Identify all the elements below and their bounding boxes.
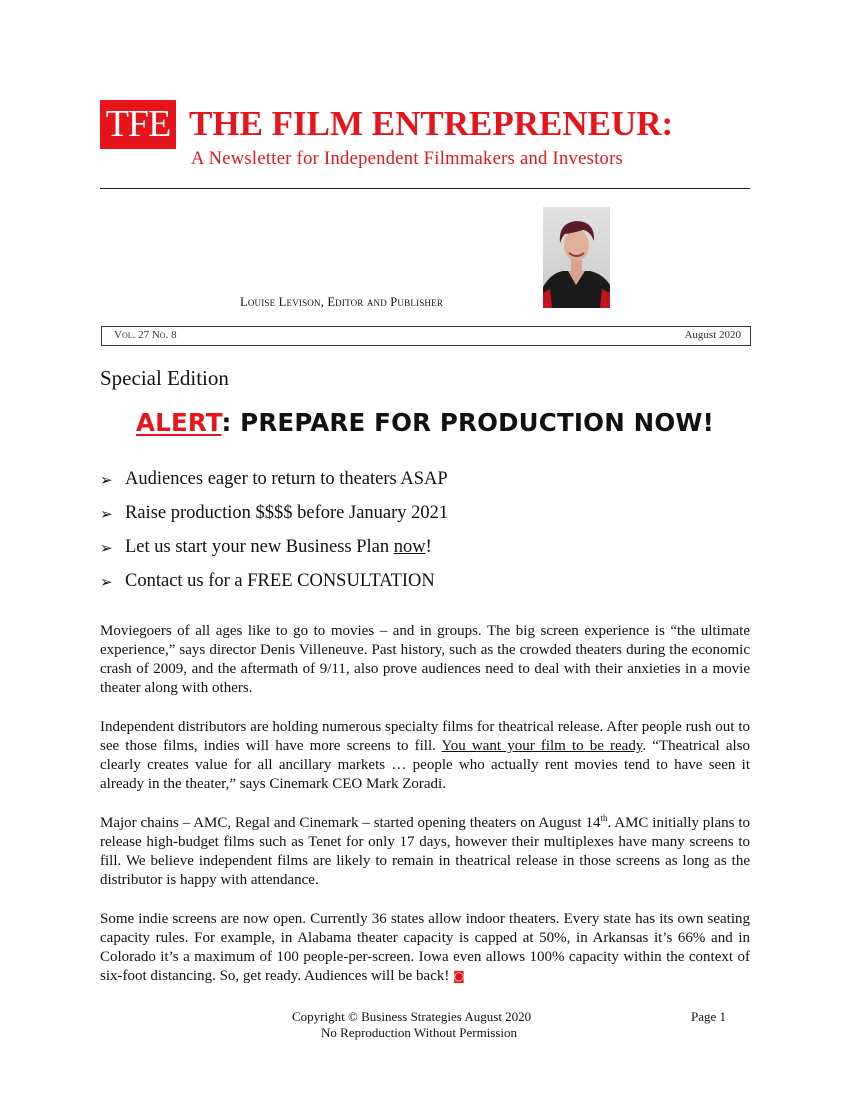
editor-photo	[543, 207, 610, 308]
header-divider	[100, 188, 750, 189]
volume-number: Vol. 27 No. 8	[114, 329, 177, 341]
arrow-bullet-icon: ➢	[100, 573, 113, 591]
bullet-emphasis: now	[393, 537, 426, 557]
body-paragraph	[100, 814, 750, 890]
newsletter-subtitle: A Newsletter for Independent Filmmakers and Investors	[191, 149, 624, 169]
special-edition-heading: Special Edition	[100, 366, 229, 390]
bullet-text: Raise production $$$$ before January 2021	[125, 503, 449, 523]
body-paragraph: Moviegoers of all ages like to go to movies – and in groups. The big screen experience is “the ultimate experience,” says director Denis Villeneuve. Past history, such as the crowded theaters during the economic crash of 2009, and the aftermath of 9/11, also prove audiences need to deal with their anxieties in a movie theater along with others.	[100, 623, 750, 696]
paragraph-emphasis: You want your film to be ready	[441, 738, 643, 754]
copyright-notice: Copyright © Business Strategies August 2020	[292, 1009, 532, 1024]
alert-text: : PREPARE FOR PRODUCTION NOW!	[221, 408, 714, 437]
bullet-text: Let us start your new Business Plan	[125, 537, 394, 557]
body-paragraph	[100, 718, 750, 794]
body-paragraph	[100, 910, 750, 986]
list-item	[100, 571, 448, 605]
bullet-text: Contact us for a FREE CONSULTATION	[125, 571, 435, 591]
paragraph-text: Major chains – AMC, Regal and Cinemark – started opening theaters on August 14	[100, 815, 601, 831]
reproduction-notice: No Reproduction Without Permission	[321, 1025, 518, 1040]
bullet-text-end: !	[425, 537, 432, 557]
paragraph-text: . “Theatrical also clearly creates value for all ancillary markets … people who actually rent movies tend to have seen it already in the theater,” says Cinemark CEO Mark Zoradi.	[100, 738, 750, 792]
arrow-bullet-icon: ➢	[100, 471, 113, 489]
superscript: th	[600, 813, 608, 823]
editor-line: Louise Levison, Editor and Publisher	[240, 295, 444, 309]
list-item	[100, 469, 448, 503]
paragraph-text: Independent distributors are holding numerous specialty films for theatrical release. After people rush out to see those films, indies will have more screens to fill.	[100, 719, 750, 754]
issue-date: August 2020	[684, 329, 741, 341]
list-item	[100, 537, 448, 571]
paragraph-text: . AMC initially plans to release high-budget films such as Tenet for only 17 days, however their multiplexes have many screens to fill. We believe independent films are likely to remain in theatrical release in those screens as long as the distributor is happy with attendance.	[100, 815, 750, 888]
issue-info-bar	[101, 326, 751, 346]
paragraph-text: Some indie screens are now open. Currently 36 states allow indoor theaters. Every state has its own seating capacity rules. For example, in Alabama theater capacity is capped at 50%, in Arkansas it’s 66% and in Colorado it’s a maximum of 100 people-per-screen. Iowa even allows 100% capacity within the context of six-foot distancing. So, get ready. Audiences will be back!	[100, 911, 750, 984]
arrow-bullet-icon: ➢	[100, 505, 113, 523]
alert-word: ALERT	[136, 408, 222, 437]
list-item	[100, 503, 448, 537]
bullet-list	[100, 469, 448, 605]
alert-headline	[0, 408, 850, 437]
editor-portrait-image	[543, 207, 610, 308]
tfe-logo: TFE	[100, 100, 176, 149]
end-mark-icon: ◙	[453, 969, 465, 983]
newsletter-title: THE FILM ENTREPRENEUR:	[189, 104, 674, 143]
arrow-bullet-icon: ➢	[100, 539, 113, 557]
page-number: Page 1	[691, 1009, 727, 1024]
bullet-text: Audiences eager to return to theaters ASAP	[125, 469, 448, 489]
